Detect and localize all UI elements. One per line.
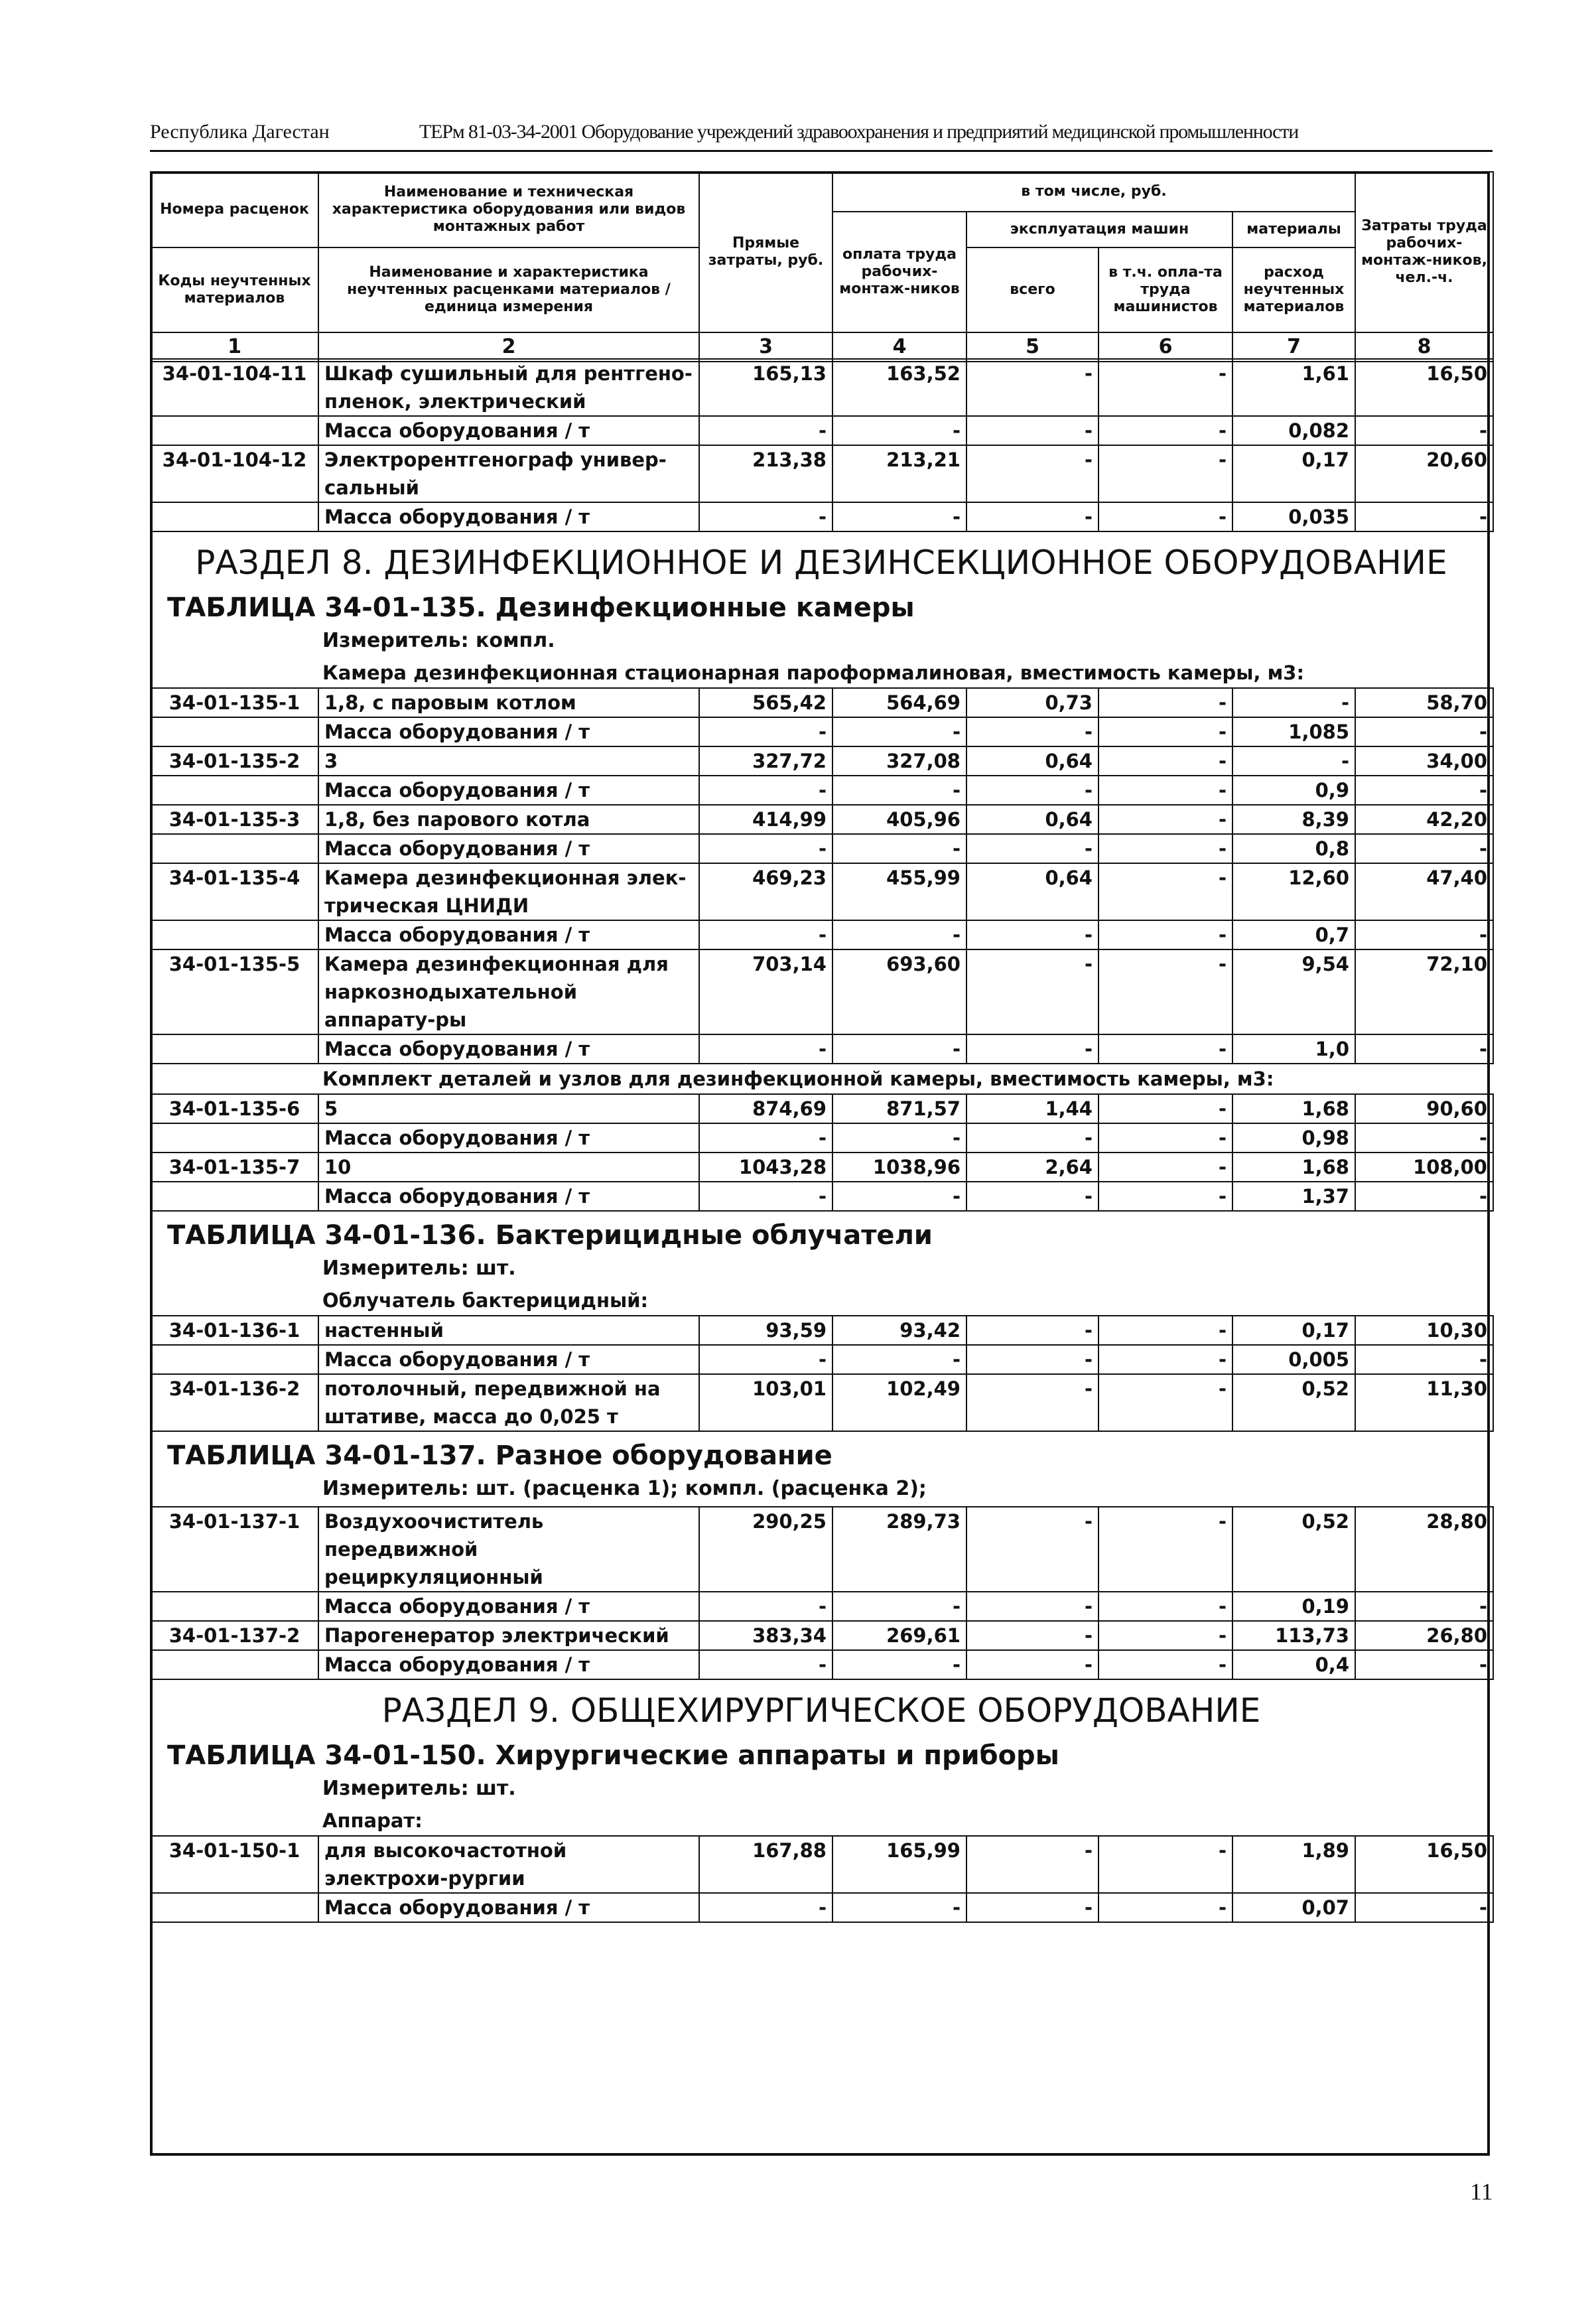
rate-value: - [1098,746,1232,776]
rate-value: 874,69 [699,1094,832,1123]
rate-value: - [699,1182,832,1211]
rate-name: 10 [318,1153,699,1182]
rate-row [151,1836,1493,1893]
rates-table [150,1506,1494,1680]
rate-value: 0,035 [1232,502,1355,531]
rate-row [151,805,1493,834]
hdr-labor: Затраты труда рабочих-монтаж-ников, чел.-ч. [1355,172,1493,332]
rate-value: 93,59 [699,1316,832,1345]
rate-value: 1,89 [1232,1836,1355,1893]
group-subheading: Комплект деталей и узлов для дезинфекционной камеры, вместимость камеры, м3: [322,1068,1274,1090]
rate-name: 1,8, без парового котла [318,805,699,834]
header-rule [150,150,1493,152]
rate-code: 34-01-136-2 [151,1374,318,1431]
rate-value: 327,72 [699,746,832,776]
header-region: Республика Дагестан [150,121,330,143]
rate-value: - [1355,1893,1493,1922]
rate-row [151,746,1493,776]
hdr-name: Наименование и техническая характеристика оборудования или видов монтажных работ [318,172,699,247]
rate-value: 1043,28 [699,1153,832,1182]
rate-name: Воздухоочиститель передвижной рециркуляционный [318,1507,699,1592]
rate-value: - [1355,834,1493,863]
rate-value: 269,61 [832,1621,966,1650]
rate-value: 564,69 [832,688,966,717]
table-header [150,171,1494,362]
rate-value: 0,98 [1232,1123,1355,1153]
col-number: 8 [1355,332,1493,362]
rate-code: 34-01-150-1 [151,1836,318,1893]
unit-of-measure: Измеритель: компл. [322,629,555,652]
rate-code: 34-01-135-4 [151,863,318,920]
rate-value: 0,9 [1232,776,1355,805]
rate-code: 34-01-104-12 [151,445,318,502]
rate-code: 34-01-135-1 [151,688,318,717]
rate-value: - [966,1621,1098,1650]
rate-value: - [966,445,1098,502]
rate-name: Масса оборудования / т [318,1592,699,1621]
rate-value: 0,7 [1232,920,1355,949]
hdr-machines: эксплуатация машин [966,212,1232,247]
rate-code [151,1345,318,1374]
rate-code: 34-01-135-5 [151,949,318,1034]
rate-name: Электрорентгенограф универ-сальный [318,445,699,502]
rate-value: 565,42 [699,688,832,717]
table-title: ТАБЛИЦА 34-01-136. Бактерицидные облучатели [167,1220,933,1251]
rate-value: - [832,1345,966,1374]
rate-value: - [966,949,1098,1034]
rate-row [151,445,1493,502]
rate-value: 0,07 [1232,1893,1355,1922]
group-subheading: Камера дезинфекционная стационарная пароформалиновая, вместимость камеры, м3: [322,662,1305,684]
rate-value: - [1098,949,1232,1034]
rate-row [151,359,1493,416]
rate-name: Масса оборудования / т [318,1123,699,1153]
rate-code [151,717,318,746]
rate-name: для высокочастотной электрохи-рургии [318,1836,699,1893]
rate-value: 871,57 [832,1094,966,1123]
header-title: ТЕРм 81-03-34-2001 Оборудование учреждений здравоохранения и предприятий медицинской промышленности [419,121,1299,143]
rate-value: 0,73 [966,688,1098,717]
mass-row [151,776,1493,805]
rate-value: - [966,359,1098,416]
rate-value: - [966,1374,1098,1431]
rate-value: - [699,717,832,746]
rate-value: - [832,1182,966,1211]
rate-name: 1,8, с паровым котлом [318,688,699,717]
rate-value: 405,96 [832,805,966,834]
hdr-rate-numbers: Номера расценок [151,172,318,247]
rate-value: 72,10 [1355,949,1493,1034]
rate-value: - [1355,717,1493,746]
rate-value: - [1098,1316,1232,1345]
rate-value: - [1355,1034,1493,1064]
rates-table [150,1093,1494,1212]
rate-value: 93,42 [832,1316,966,1345]
rate-name: 5 [318,1094,699,1123]
rates-table [150,1835,1494,1923]
col-number: 5 [966,332,1098,362]
rate-value: 16,50 [1355,359,1493,416]
rate-value: - [699,1592,832,1621]
rate-code [151,1650,318,1679]
rate-value: 383,34 [699,1621,832,1650]
rate-value: - [1098,1182,1232,1211]
rate-code: 34-01-137-2 [151,1621,318,1650]
rate-name: Масса оборудования / т [318,920,699,949]
rate-value: - [966,1123,1098,1153]
rate-value: - [699,834,832,863]
unit-of-measure: Измеритель: шт. (расценка 1); компл. (расценка 2); [322,1477,927,1500]
rate-name: Парогенератор электрический [318,1621,699,1650]
rate-name: Масса оборудования / т [318,1034,699,1064]
mass-row [151,717,1493,746]
col-number: 7 [1232,332,1355,362]
rate-value: - [1098,834,1232,863]
page-number: 11 [1470,2178,1493,2205]
rate-value: 165,13 [699,359,832,416]
rate-name: потолочный, передвижной на штативе, масса до 0,025 т [318,1374,699,1431]
rate-value: - [832,834,966,863]
rate-value: 20,60 [1355,445,1493,502]
rate-value: - [966,1316,1098,1345]
rate-value: 0,17 [1232,1316,1355,1345]
rate-name: Камера дезинфекционная элек-трическая ЦНИДИ [318,863,699,920]
rate-value: 28,80 [1355,1507,1493,1592]
rate-value: 108,00 [1355,1153,1493,1182]
rate-value: - [1098,445,1232,502]
rate-value: - [1098,1836,1232,1893]
hdr-machines-total: всего [966,247,1098,332]
rate-value: - [832,717,966,746]
mass-row [151,1345,1493,1374]
rate-value: - [1098,1153,1232,1182]
rate-value: - [1355,920,1493,949]
rate-code [151,1123,318,1153]
rate-name: Масса оборудования / т [318,1182,699,1211]
rate-code [151,416,318,445]
rate-value: 47,40 [1355,863,1493,920]
rate-value: - [966,1592,1098,1621]
rate-value: 469,23 [699,863,832,920]
rate-value: - [966,1182,1098,1211]
rate-value: - [1098,502,1232,531]
rate-value: 455,99 [832,863,966,920]
rate-name: Масса оборудования / т [318,1893,699,1922]
rate-value: - [1098,1893,1232,1922]
rate-value: - [966,1893,1098,1922]
rate-value: 103,01 [699,1374,832,1431]
rate-name: Масса оборудования / т [318,834,699,863]
rate-value: 0,17 [1232,445,1355,502]
rate-row [151,863,1493,920]
hdr-wages: оплата труда рабочих-монтаж-ников [832,212,966,332]
table-title: ТАБЛИЦА 34-01-135. Дезинфекционные камеры [167,593,915,623]
rate-code: 34-01-137-1 [151,1507,318,1592]
rate-code: 34-01-135-7 [151,1153,318,1182]
rate-value: - [699,776,832,805]
rate-value: - [1098,1094,1232,1123]
rate-value: - [1098,688,1232,717]
rate-value: 167,88 [699,1836,832,1893]
rate-value: - [832,1034,966,1064]
mass-row [151,1592,1493,1621]
rate-value: - [1098,1345,1232,1374]
rate-value: - [1355,1345,1493,1374]
rate-name: настенный [318,1316,699,1345]
rate-code: 34-01-104-11 [151,359,318,416]
rate-value: - [1098,1621,1232,1650]
rate-value: 8,39 [1232,805,1355,834]
rate-value: - [699,416,832,445]
col-number: 1 [151,332,318,362]
rate-value: - [1355,1592,1493,1621]
rate-name: 3 [318,746,699,776]
rate-value: 213,38 [699,445,832,502]
rate-value: 9,54 [1232,949,1355,1034]
rate-code [151,920,318,949]
rate-value: - [1098,805,1232,834]
rate-value: - [1098,1507,1232,1592]
rate-value: - [966,776,1098,805]
rate-value: - [1098,717,1232,746]
rate-value: - [966,1507,1098,1592]
rates-table [150,687,1494,1064]
rate-value: - [1355,416,1493,445]
rate-value: 0,64 [966,746,1098,776]
rate-value: 58,70 [1355,688,1493,717]
col-number: 4 [832,332,966,362]
rate-value: - [699,1034,832,1064]
rate-value: 290,25 [699,1507,832,1592]
rate-value: - [1355,1182,1493,1211]
rate-value: - [832,1592,966,1621]
section-heading: РАЗДЕЛ 8. ДЕЗИНФЕКЦИОННОЕ И ДЕЗИНСЕКЦИОННОЕ ОБОРУДОВАНИЕ [195,543,1447,582]
rate-value: - [1098,920,1232,949]
rate-value: - [832,416,966,445]
mass-row [151,1650,1493,1679]
rate-value: 703,14 [699,949,832,1034]
rate-name: Масса оборудования / т [318,1650,699,1679]
rate-value: - [699,502,832,531]
rate-code: 34-01-135-2 [151,746,318,776]
mass-row [151,416,1493,445]
rate-value: 1,0 [1232,1034,1355,1064]
rate-value: - [1098,1374,1232,1431]
rate-value: 26,80 [1355,1621,1493,1650]
rate-value: 0,64 [966,863,1098,920]
rate-value: - [832,502,966,531]
rate-value: 1,68 [1232,1094,1355,1123]
rate-value: 90,60 [1355,1094,1493,1123]
mass-row [151,1182,1493,1211]
rate-name: Камера дезинфекционная для наркознодыхательной аппарату-ры [318,949,699,1034]
rate-name: Шкаф сушильный для рентгено-пленок, электрический [318,359,699,416]
rate-value: - [1232,688,1355,717]
rate-row [151,1621,1493,1650]
rate-code [151,1893,318,1922]
group-subheading: Облучатель бактерицидный: [322,1289,649,1312]
rate-value: - [1098,1123,1232,1153]
rates-body [150,358,1493,1923]
rate-value: 213,21 [832,445,966,502]
rate-value: - [1098,776,1232,805]
rate-value: 0,19 [1232,1592,1355,1621]
rate-value: - [1232,746,1355,776]
rate-value: 12,60 [1232,863,1355,920]
rate-value: 0,005 [1232,1345,1355,1374]
mass-row [151,1034,1493,1064]
rate-value: - [1355,502,1493,531]
rate-code [151,1034,318,1064]
rate-value: 327,08 [832,746,966,776]
rate-value: - [1355,1123,1493,1153]
unit-of-measure: Измеритель: шт. [322,1777,516,1800]
mass-row [151,502,1493,531]
rate-value: - [966,1345,1098,1374]
rate-value: 1,61 [1232,359,1355,416]
rate-row [151,949,1493,1034]
col-number: 3 [699,332,832,362]
rate-value: - [699,1893,832,1922]
rate-row [151,1316,1493,1345]
unit-of-measure: Измеритель: шт. [322,1257,516,1280]
rate-value: 34,00 [1355,746,1493,776]
rates-table [150,1315,1494,1432]
rate-code: 34-01-136-1 [151,1316,318,1345]
rate-code [151,502,318,531]
mass-row [151,834,1493,863]
table-title: ТАБЛИЦА 34-01-137. Разное оборудование [167,1440,832,1471]
rate-code [151,776,318,805]
rate-code [151,1182,318,1211]
rate-name: Масса оборудования / т [318,776,699,805]
rate-value: 165,99 [832,1836,966,1893]
rate-value: - [966,920,1098,949]
rate-row [151,1507,1493,1592]
rate-value: - [1355,776,1493,805]
rate-row [151,688,1493,717]
rate-value: - [699,1650,832,1679]
hdr-materials: материалы [1232,212,1355,247]
rate-value: 414,99 [699,805,832,834]
hdr-material-codes: Коды неучтенных материалов [151,247,318,332]
rate-value: 0,8 [1232,834,1355,863]
rate-value: - [832,1893,966,1922]
rate-name: Масса оборудования / т [318,502,699,531]
rate-value: - [966,1650,1098,1679]
group-subheading: Аппарат: [322,1809,423,1832]
rate-value: 42,20 [1355,805,1493,834]
rate-value: - [832,776,966,805]
running-header [150,121,1493,147]
rate-code: 34-01-135-3 [151,805,318,834]
rate-value: 1,44 [966,1094,1098,1123]
rate-value: 16,50 [1355,1836,1493,1893]
rate-value: - [1098,1650,1232,1679]
rate-value: 0,64 [966,805,1098,834]
rate-name: Масса оборудования / т [318,717,699,746]
rate-value: 10,30 [1355,1316,1493,1345]
rate-value: 1,085 [1232,717,1355,746]
rate-code [151,834,318,863]
hdr-machinists-wages: в т.ч. опла-та труда машинистов [1098,247,1232,332]
rate-value: - [966,1034,1098,1064]
section-heading: РАЗДЕЛ 9. ОБЩЕХИРУРГИЧЕСКОЕ ОБОРУДОВАНИЕ [381,1691,1261,1730]
rate-value: 0,52 [1232,1507,1355,1592]
mass-row [151,1123,1493,1153]
rate-value: - [1098,359,1232,416]
rate-value: 0,4 [1232,1650,1355,1679]
table-title: ТАБЛИЦА 34-01-150. Хирургические аппараты и приборы [167,1740,1059,1771]
rate-value: - [966,717,1098,746]
rate-value: - [832,920,966,949]
rate-value: 1038,96 [832,1153,966,1182]
rate-value: - [966,416,1098,445]
rate-value: 693,60 [832,949,966,1034]
hdr-material-names: Наименование и характеристика неучтенных расценками материалов / единица измерения [318,247,699,332]
rate-value: - [699,1123,832,1153]
rate-value: 2,64 [966,1153,1098,1182]
hdr-including: в том числе, руб. [832,172,1355,212]
rate-row [151,1374,1493,1431]
col-number: 2 [318,332,699,362]
mass-row [151,920,1493,949]
rate-value: 163,52 [832,359,966,416]
rate-value: - [1098,416,1232,445]
rate-value: - [1098,863,1232,920]
rate-value: 113,73 [1232,1621,1355,1650]
rate-value: 1,37 [1232,1182,1355,1211]
hdr-materials-consumption: расход неучтенных материалов [1232,247,1355,332]
rate-value: 0,52 [1232,1374,1355,1431]
rate-value: 0,082 [1232,416,1355,445]
rate-name: Масса оборудования / т [318,416,699,445]
rate-value: - [966,834,1098,863]
rate-row [151,1153,1493,1182]
rate-value: 289,73 [832,1507,966,1592]
rate-value: - [832,1650,966,1679]
hdr-direct-costs: Прямые затраты, руб. [699,172,832,332]
rate-value: 1,68 [1232,1153,1355,1182]
rate-value: 11,30 [1355,1374,1493,1431]
rate-value: - [1098,1034,1232,1064]
rate-row [151,1094,1493,1123]
rate-code: 34-01-135-6 [151,1094,318,1123]
rate-code [151,1592,318,1621]
rate-value: - [832,1123,966,1153]
rate-value: 102,49 [832,1374,966,1431]
rate-value: - [1355,1650,1493,1679]
mass-row [151,1893,1493,1922]
rate-value: - [699,1345,832,1374]
rate-value: - [699,920,832,949]
col-number: 6 [1098,332,1232,362]
rate-value: - [1098,1592,1232,1621]
rates-table [150,358,1494,532]
rate-value: - [966,1836,1098,1893]
rate-value: - [966,502,1098,531]
rate-name: Масса оборудования / т [318,1345,699,1374]
